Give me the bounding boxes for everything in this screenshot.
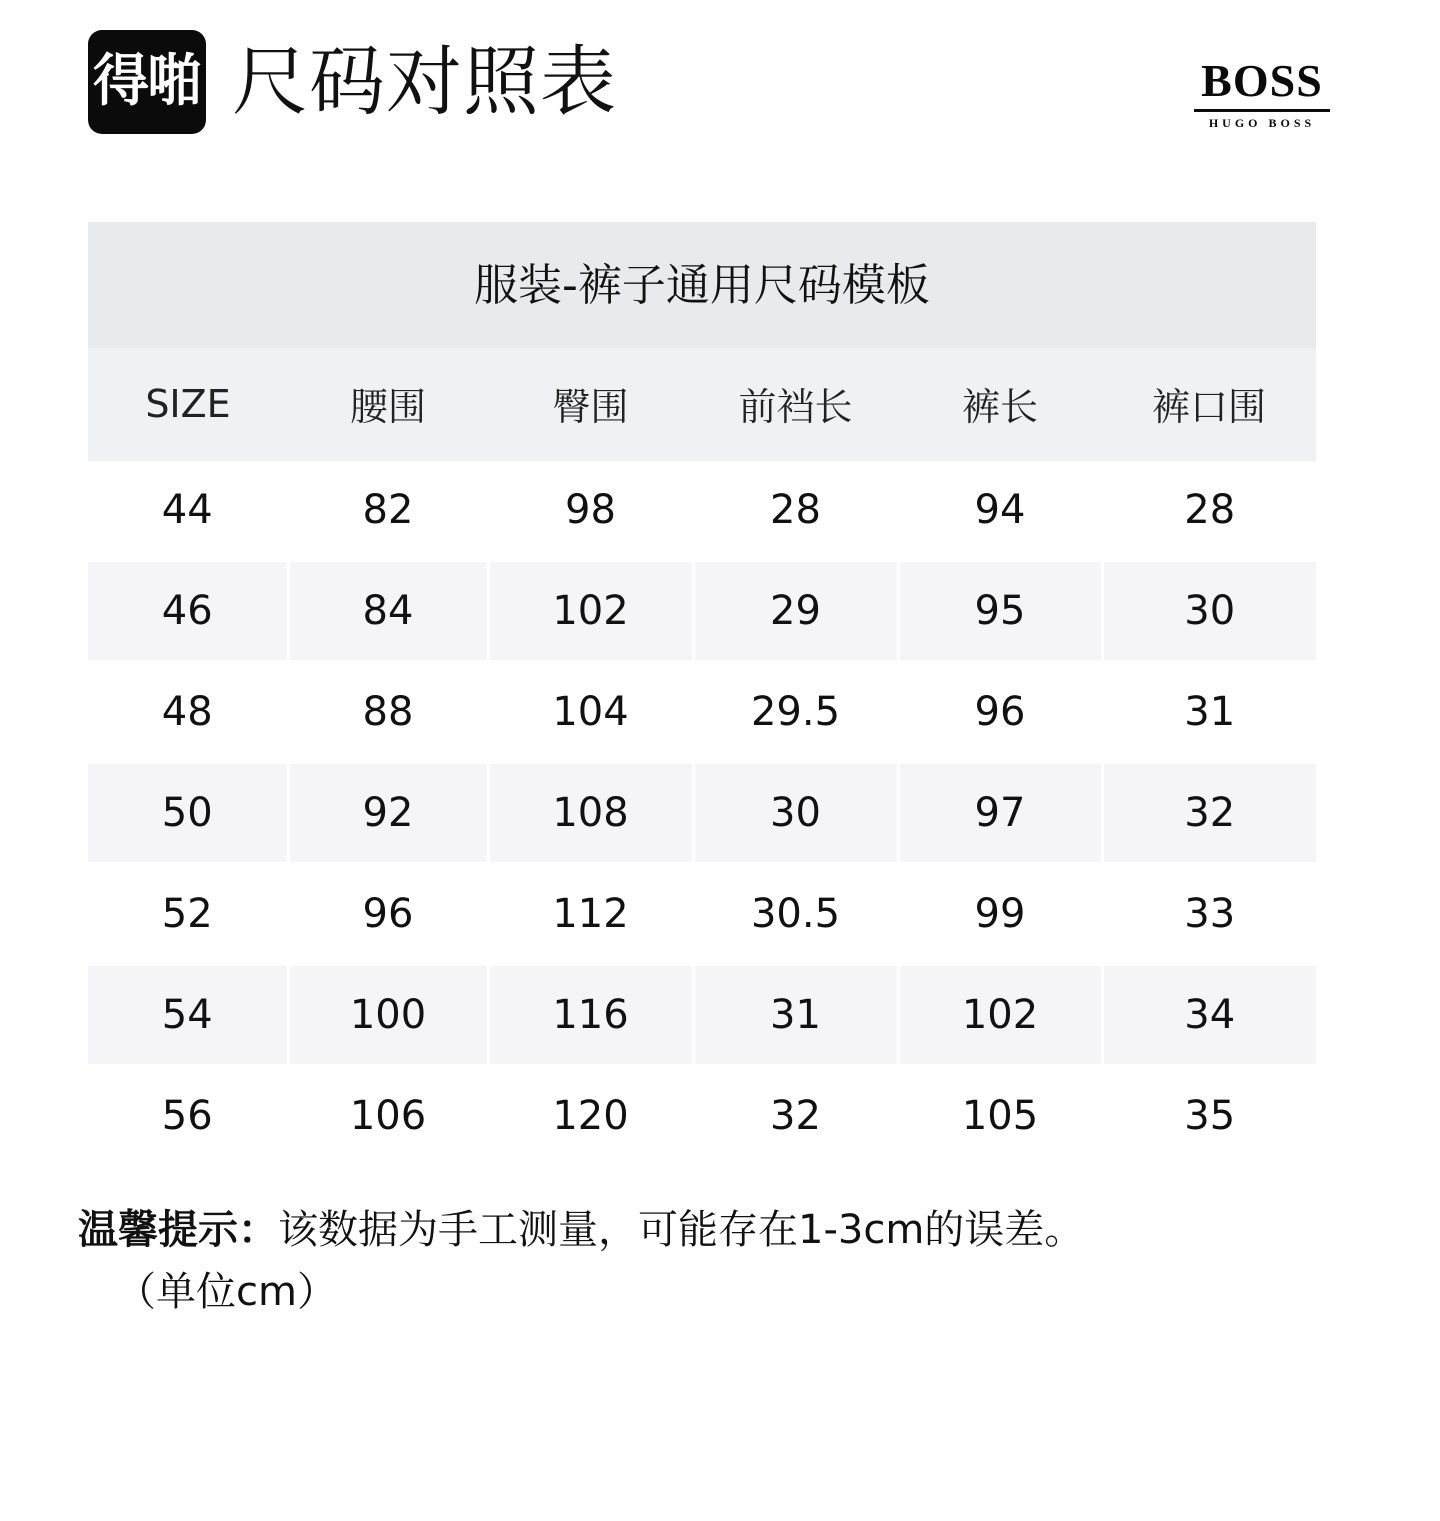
table-header-row <box>88 348 1316 461</box>
cell-waist: 92 <box>288 763 488 864</box>
cell-waist: 96 <box>288 864 488 965</box>
size-table-head <box>88 348 1316 461</box>
cell-front-rise: 30.5 <box>693 864 898 965</box>
cell-size: 48 <box>88 662 288 763</box>
cell-size: 54 <box>88 965 288 1066</box>
cell-leg-opening: 31 <box>1102 662 1316 763</box>
cell-front-rise: 28 <box>693 461 898 561</box>
cell-front-rise: 29.5 <box>693 662 898 763</box>
cell-size: 46 <box>88 561 288 662</box>
table-row <box>88 864 1316 965</box>
cell-pant-length: 95 <box>898 561 1102 662</box>
column-header-hip: 臀围 <box>488 348 693 461</box>
cell-size: 50 <box>88 763 288 864</box>
column-header-pant-length: 裤长 <box>898 348 1102 461</box>
cell-leg-opening: 30 <box>1102 561 1316 662</box>
cell-front-rise: 30 <box>693 763 898 864</box>
cell-hip: 120 <box>488 1066 693 1166</box>
size-table <box>88 222 1316 1165</box>
cell-leg-opening: 28 <box>1102 461 1316 561</box>
cell-leg-opening: 34 <box>1102 965 1316 1066</box>
cell-front-rise: 29 <box>693 561 898 662</box>
boss-logo <box>1194 30 1330 131</box>
page-title: 尺码对照表 <box>232 37 617 126</box>
cell-hip: 102 <box>488 561 693 662</box>
size-table-caption: 服装-裤子通用尺码模板 <box>88 222 1316 348</box>
cell-pant-length: 105 <box>898 1066 1102 1166</box>
measurement-note <box>78 1199 1352 1323</box>
cell-size: 56 <box>88 1066 288 1166</box>
note-line-1 <box>78 1199 1352 1261</box>
size-table-body <box>88 461 1316 1165</box>
cell-pant-length: 94 <box>898 461 1102 561</box>
cell-pant-length: 96 <box>898 662 1102 763</box>
cell-leg-opening: 32 <box>1102 763 1316 864</box>
boss-logo-rule <box>1194 109 1330 112</box>
cell-size: 44 <box>88 461 288 561</box>
page-header <box>0 0 1440 170</box>
size-table-container <box>88 222 1316 1165</box>
cell-front-rise: 32 <box>693 1066 898 1166</box>
cell-hip: 98 <box>488 461 693 561</box>
cell-waist: 88 <box>288 662 488 763</box>
note-unit-line: （单位cm） <box>116 1269 337 1315</box>
boss-logo-word: BOSS <box>1201 55 1323 106</box>
table-row <box>88 461 1316 561</box>
cell-size: 52 <box>88 864 288 965</box>
cell-hip: 108 <box>488 763 693 864</box>
table-row <box>88 1066 1316 1166</box>
cell-leg-opening: 33 <box>1102 864 1316 965</box>
shop-logo-badge: 得啪 <box>88 30 206 134</box>
cell-hip: 112 <box>488 864 693 965</box>
cell-pant-length: 99 <box>898 864 1102 965</box>
cell-front-rise: 31 <box>693 965 898 1066</box>
cell-waist: 106 <box>288 1066 488 1166</box>
table-row <box>88 965 1316 1066</box>
header-left-group <box>88 30 617 134</box>
boss-logo-subtitle: HUGO BOSS <box>1208 116 1316 130</box>
note-text: 该数据为手工测量，可能存在1-3cm的误差。 <box>278 1207 1085 1253</box>
cell-leg-opening: 35 <box>1102 1066 1316 1166</box>
column-header-front-rise: 前裆长 <box>693 348 898 461</box>
cell-waist: 100 <box>288 965 488 1066</box>
cell-waist: 82 <box>288 461 488 561</box>
note-label: 温馨提示： <box>78 1207 278 1253</box>
column-header-waist: 腰围 <box>288 348 488 461</box>
cell-pant-length: 102 <box>898 965 1102 1066</box>
cell-hip: 116 <box>488 965 693 1066</box>
cell-hip: 104 <box>488 662 693 763</box>
table-row <box>88 662 1316 763</box>
column-header-leg-opening: 裤口围 <box>1102 348 1316 461</box>
table-row <box>88 561 1316 662</box>
cell-waist: 84 <box>288 561 488 662</box>
cell-pant-length: 97 <box>898 763 1102 864</box>
column-header-size: SIZE <box>88 348 288 461</box>
table-row <box>88 763 1316 864</box>
